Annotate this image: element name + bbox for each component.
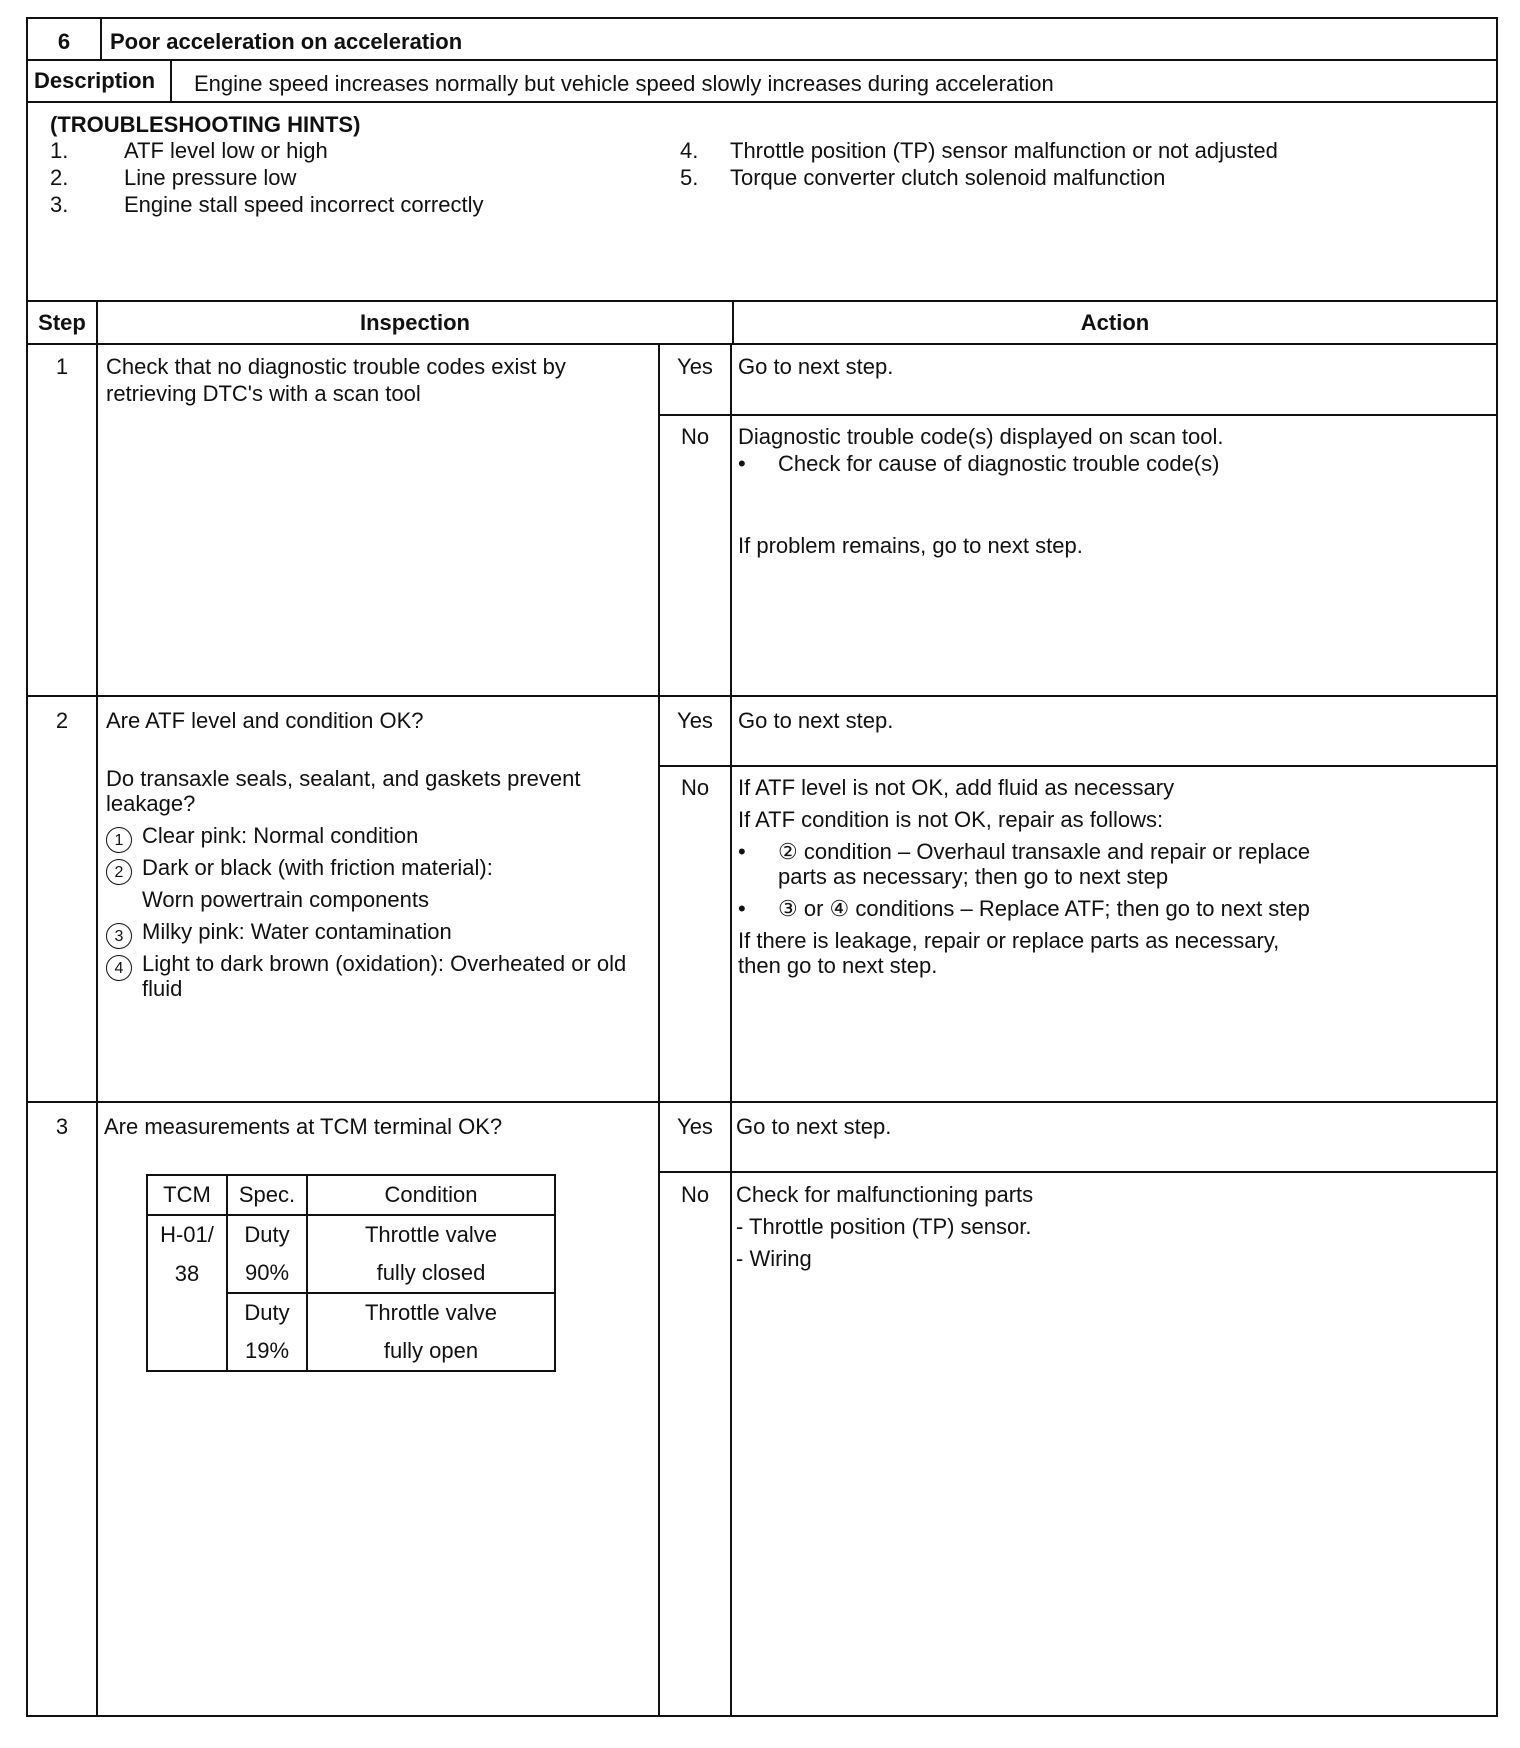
- table-cell: Duty: [227, 1215, 307, 1254]
- condition-item: 3 Milky pink: Water contamination: [106, 918, 452, 949]
- divider: [170, 59, 172, 101]
- divider: [730, 343, 732, 1717]
- no-action-text: then go to next step.: [738, 953, 938, 978]
- table-cell: 90%: [227, 1254, 307, 1293]
- table-cell: H-01/: [147, 1215, 227, 1254]
- step-number: 2: [55, 708, 69, 733]
- hint-item: 3. Engine stall speed incorrect correctly: [50, 192, 484, 217]
- circled-number-icon: 2: [106, 859, 132, 885]
- no-label: No: [680, 775, 710, 800]
- description-label: Description: [34, 68, 156, 93]
- hint-item: 1. ATF level low or high: [50, 138, 328, 163]
- table-cell: [147, 1332, 227, 1371]
- hint-item: 4. Throttle position (TP) sensor malfunction or not adjusted: [680, 138, 1278, 163]
- condition-item: 2 Dark or black (with friction material):: [106, 854, 493, 885]
- symptom-number: 6: [57, 29, 71, 54]
- table-cell: Throttle valve: [307, 1293, 555, 1332]
- divider: [28, 101, 1496, 103]
- yes-label: Yes: [677, 1114, 713, 1139]
- yes-action: Go to next step.: [736, 1114, 892, 1139]
- no-action-text: - Throttle position (TP) sensor.: [736, 1214, 1032, 1239]
- troubleshooting-sheet: [26, 17, 1498, 1717]
- no-action-text: If there is leakage, repair or replace parts as necessary,: [738, 928, 1280, 953]
- step-number: 1: [55, 354, 69, 379]
- yes-label: Yes: [677, 708, 713, 733]
- divider: [658, 765, 1496, 767]
- no-label: No: [680, 1182, 710, 1207]
- table-header: Condition: [307, 1175, 555, 1215]
- table-cell: [147, 1293, 227, 1332]
- condition-item: Worn powertrain components: [142, 887, 429, 912]
- column-header-step: Step: [38, 310, 86, 335]
- tcm-spec-table: [146, 1174, 556, 1372]
- yes-action: Go to next step.: [738, 708, 894, 733]
- circled-number-icon: 3: [106, 923, 132, 949]
- divider: [732, 300, 734, 343]
- step-question: leakage?: [106, 791, 196, 816]
- divider: [658, 414, 1496, 416]
- divider: [28, 1101, 1496, 1103]
- description-text: Engine speed increases normally but vehicle speed slowly increases during acceleration: [194, 71, 1054, 96]
- circled-number-icon: 4: [106, 955, 132, 981]
- table-cell: fully open: [307, 1332, 555, 1371]
- hint-item: 2. Line pressure low: [50, 165, 297, 190]
- divider: [28, 59, 1496, 61]
- divider: [28, 300, 1496, 302]
- no-action-text: If problem remains, go to next step.: [738, 533, 1083, 558]
- divider: [28, 695, 1496, 697]
- step-question: Are measurements at TCM terminal OK?: [104, 1114, 503, 1139]
- step-number: 3: [55, 1114, 69, 1139]
- step-inspection: Check that no diagnostic trouble codes exist by: [106, 354, 566, 379]
- column-header-action: Action: [1080, 310, 1150, 335]
- condition-item: 4 Light to dark brown (oxidation): Overheated or old: [106, 950, 626, 981]
- table-header: Spec.: [227, 1175, 307, 1215]
- circled-number-icon: 1: [106, 827, 132, 853]
- condition-item: 1 Clear pink: Normal condition: [106, 822, 418, 853]
- table-header: TCM: [147, 1175, 227, 1215]
- yes-label: Yes: [677, 354, 713, 379]
- table-cell: Duty: [227, 1293, 307, 1332]
- no-action-bullet: • ③ or ④ conditions – Replace ATF; then go to next step: [738, 896, 1310, 921]
- yes-action: Go to next step.: [738, 354, 894, 379]
- no-action-text: If ATF level is not OK, add fluid as necessary: [738, 775, 1175, 800]
- table-cell: 38: [147, 1254, 227, 1293]
- no-action-bullet: • Check for cause of diagnostic trouble code(s): [738, 451, 1220, 476]
- step-inspection: retrieving DTC's with a scan tool: [106, 381, 421, 406]
- table-cell: 19%: [227, 1332, 307, 1371]
- hint-item: 5. Torque converter clutch solenoid malfunction: [680, 165, 1166, 190]
- divider: [96, 300, 98, 1717]
- no-action-bullet: parts as necessary; then go to next step: [778, 864, 1169, 889]
- divider: [100, 19, 102, 59]
- no-label: No: [680, 424, 710, 449]
- divider: [658, 343, 660, 1717]
- step-question: Are ATF level and condition OK?: [106, 708, 424, 733]
- table-cell: Throttle valve: [307, 1215, 555, 1254]
- divider: [28, 343, 1496, 345]
- no-action-text: - Wiring: [736, 1246, 812, 1271]
- divider: [658, 1171, 1496, 1173]
- column-header-inspection: Inspection: [359, 310, 470, 335]
- hints-heading: (TROUBLESHOOTING HINTS): [50, 112, 361, 137]
- condition-item: fluid: [142, 976, 183, 1001]
- symptom-title: Poor acceleration on acceleration: [110, 29, 463, 54]
- no-action-text: If ATF condition is not OK, repair as follows:: [738, 807, 1164, 832]
- no-action-text: Check for malfunctioning parts: [736, 1182, 1034, 1207]
- no-action-text: Diagnostic trouble code(s) displayed on scan tool.: [738, 424, 1224, 449]
- no-action-bullet: • ② condition – Overhaul transaxle and repair or replace: [738, 839, 1311, 864]
- table-cell: fully closed: [307, 1254, 555, 1293]
- step-question: Do transaxle seals, sealant, and gaskets prevent: [106, 766, 581, 791]
